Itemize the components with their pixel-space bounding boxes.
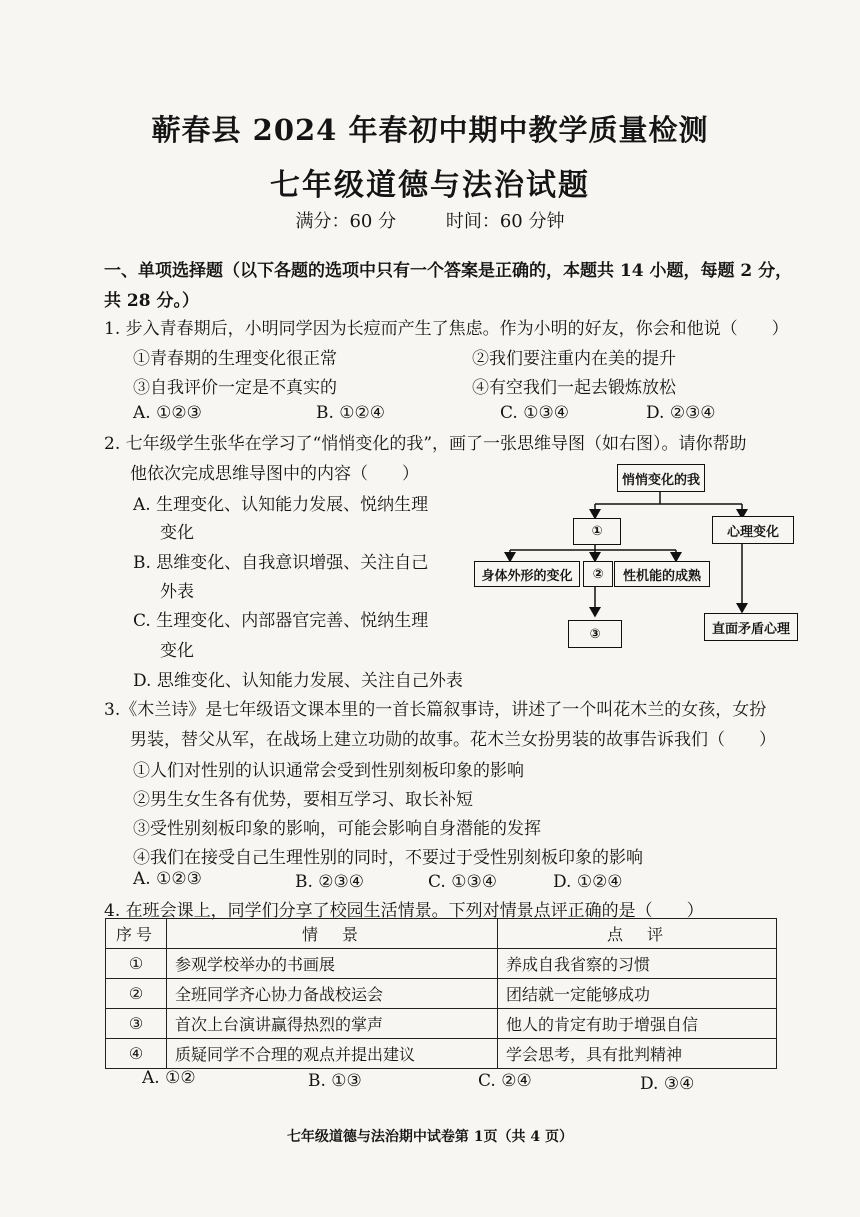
- full-score: 满分：60 分: [295, 211, 397, 232]
- row-index: ①: [106, 949, 167, 979]
- table-row: [106, 949, 777, 979]
- q2-stem-line2: 他依次完成思维导图中的内容（ ）: [130, 464, 419, 484]
- q2-option-c-line1: C. 生理变化、内部器官完善、悦纳生理: [133, 611, 429, 631]
- q2-option-b-line2: 外表: [160, 582, 194, 602]
- row-scenario: 参观学校举办的书画展: [167, 949, 498, 979]
- map-sex-node: 性机能的成熟: [614, 561, 710, 587]
- map-conflict-node: 直面矛盾心理: [704, 613, 798, 641]
- q4-stem: 4. 在班会课上，同学们分享了校园生活情景。下列对情景点评正确的是（ ）: [104, 901, 704, 921]
- q1-statement-2: ②我们要注重内在美的提升: [472, 349, 676, 369]
- page-footer: 七年级道德与法治期中试卷第 1页（共 4 页）: [286, 1129, 574, 1145]
- exam-subtitle: 七年级道德与法治试题: [270, 168, 590, 203]
- q3-statement-2: ②男生女生各有优势，要相互学习、取长补短: [133, 790, 473, 810]
- row-comment: 团结就一定能够成功: [498, 979, 777, 1009]
- row-scenario: 首次上台演讲赢得热烈的掌声: [167, 1009, 498, 1039]
- q2-stem-line1: 2. 七年级学生张华在学习了“悄悄变化的我”，画了一张思维导图（如右图）。请你帮助: [104, 434, 747, 454]
- q1-option-d: D. ②③④: [646, 403, 716, 423]
- q4-option-c: C. ②④: [478, 1071, 532, 1091]
- q3-statement-1: ①人们对性别的认识通常会受到性别刻板印象的影响: [133, 761, 524, 781]
- q3-option-a: A. ①②③: [133, 869, 202, 889]
- q2-option-b-line1: B. 思维变化、自我意识增强、关注自己: [133, 553, 429, 573]
- q4-option-b: B. ①③: [308, 1071, 362, 1091]
- row-scenario: 质疑同学不合理的观点并提出建议: [167, 1039, 498, 1069]
- table-row: [106, 979, 777, 1009]
- section-heading-line2: 共 28 分。）: [104, 291, 199, 311]
- map-blank-2: ②: [583, 561, 613, 587]
- q1-statement-1: ①青春期的生理变化很正常: [133, 349, 337, 369]
- q1-statement-4: ④有空我们一起去锻炼放松: [472, 378, 676, 398]
- q1-stem: 1. 步入青春期后，小明同学因为长痘而产生了焦虑。作为小明的好友，你会和他说（ ）: [104, 319, 789, 339]
- q2-option-d: D. 思维变化、认知能力发展、关注自己外表: [133, 671, 463, 691]
- q3-option-d: D. ①②④: [553, 872, 623, 892]
- q1-option-b: B. ①②④: [316, 403, 386, 423]
- q4-table: [105, 918, 777, 1069]
- map-body-node: 身体外形的变化: [474, 561, 580, 587]
- header-scenario: 情 景: [167, 919, 498, 949]
- row-scenario: 全班同学齐心协力备战校运会: [167, 979, 498, 1009]
- exam-meta: [0, 207, 860, 233]
- table-header-row: [106, 919, 777, 949]
- row-index: ④: [106, 1039, 167, 1069]
- q4-option-a: A. ①②: [142, 1068, 196, 1088]
- row-index: ②: [106, 979, 167, 1009]
- q3-stem-line2: 男装，替父从军，在战场上建立功勋的故事。花木兰女扮男装的故事告诉我们（ ）: [130, 730, 776, 750]
- q2-option-a-line1: A. 生理变化、认知能力发展、悦纳生理: [133, 495, 429, 515]
- map-blank-1: ①: [573, 518, 621, 545]
- row-index: ③: [106, 1009, 167, 1039]
- q2-option-a-line2: 变化: [160, 523, 194, 543]
- row-comment: 养成自我省察的习惯: [498, 949, 777, 979]
- q2-option-c-line2: 变化: [160, 641, 194, 661]
- header-comment: 点 评: [498, 919, 777, 949]
- row-comment: 他人的肯定有助于增强自信: [498, 1009, 777, 1039]
- row-comment: 学会思考，具有批判精神: [498, 1039, 777, 1069]
- table-row: [106, 1009, 777, 1039]
- exam-time: 时间：60 分钟: [445, 211, 565, 232]
- q1-statement-3: ③自我评价一定是不真实的: [133, 378, 337, 398]
- q3-stem-line1: 3.《木兰诗》是七年级语文课本里的一首长篇叙事诗，讲述了一个叫花木兰的女孩，女扮: [104, 700, 767, 720]
- q1-option-c: C. ①③④: [500, 403, 569, 423]
- exam-title: 蕲春县 2024 年春初中期中教学质量检测: [151, 113, 709, 147]
- map-blank-3: ③: [568, 620, 622, 648]
- q3-statement-3: ③受性别刻板印象的影响，可能会影响自身潜能的发挥: [133, 819, 541, 839]
- map-root-node: 悄悄变化的我: [617, 464, 705, 492]
- header-index: 序号: [106, 919, 167, 949]
- section-heading-line1: 一、单项选择题（以下各题的选项中只有一个答案是正确的，本题共 14 小题，每题 2 分，: [104, 261, 793, 281]
- map-psych-node: 心理变化: [712, 516, 794, 544]
- q4-option-d: D. ③④: [640, 1074, 695, 1094]
- q1-option-a: A. ①②③: [133, 403, 202, 423]
- table-row: [106, 1039, 777, 1069]
- q3-statement-4: ④我们在接受自己生理性别的同时，不要过于受性别刻板印象的影响: [133, 848, 643, 868]
- q3-option-b: B. ②③④: [295, 872, 365, 892]
- q3-option-c: C. ①③④: [428, 872, 497, 892]
